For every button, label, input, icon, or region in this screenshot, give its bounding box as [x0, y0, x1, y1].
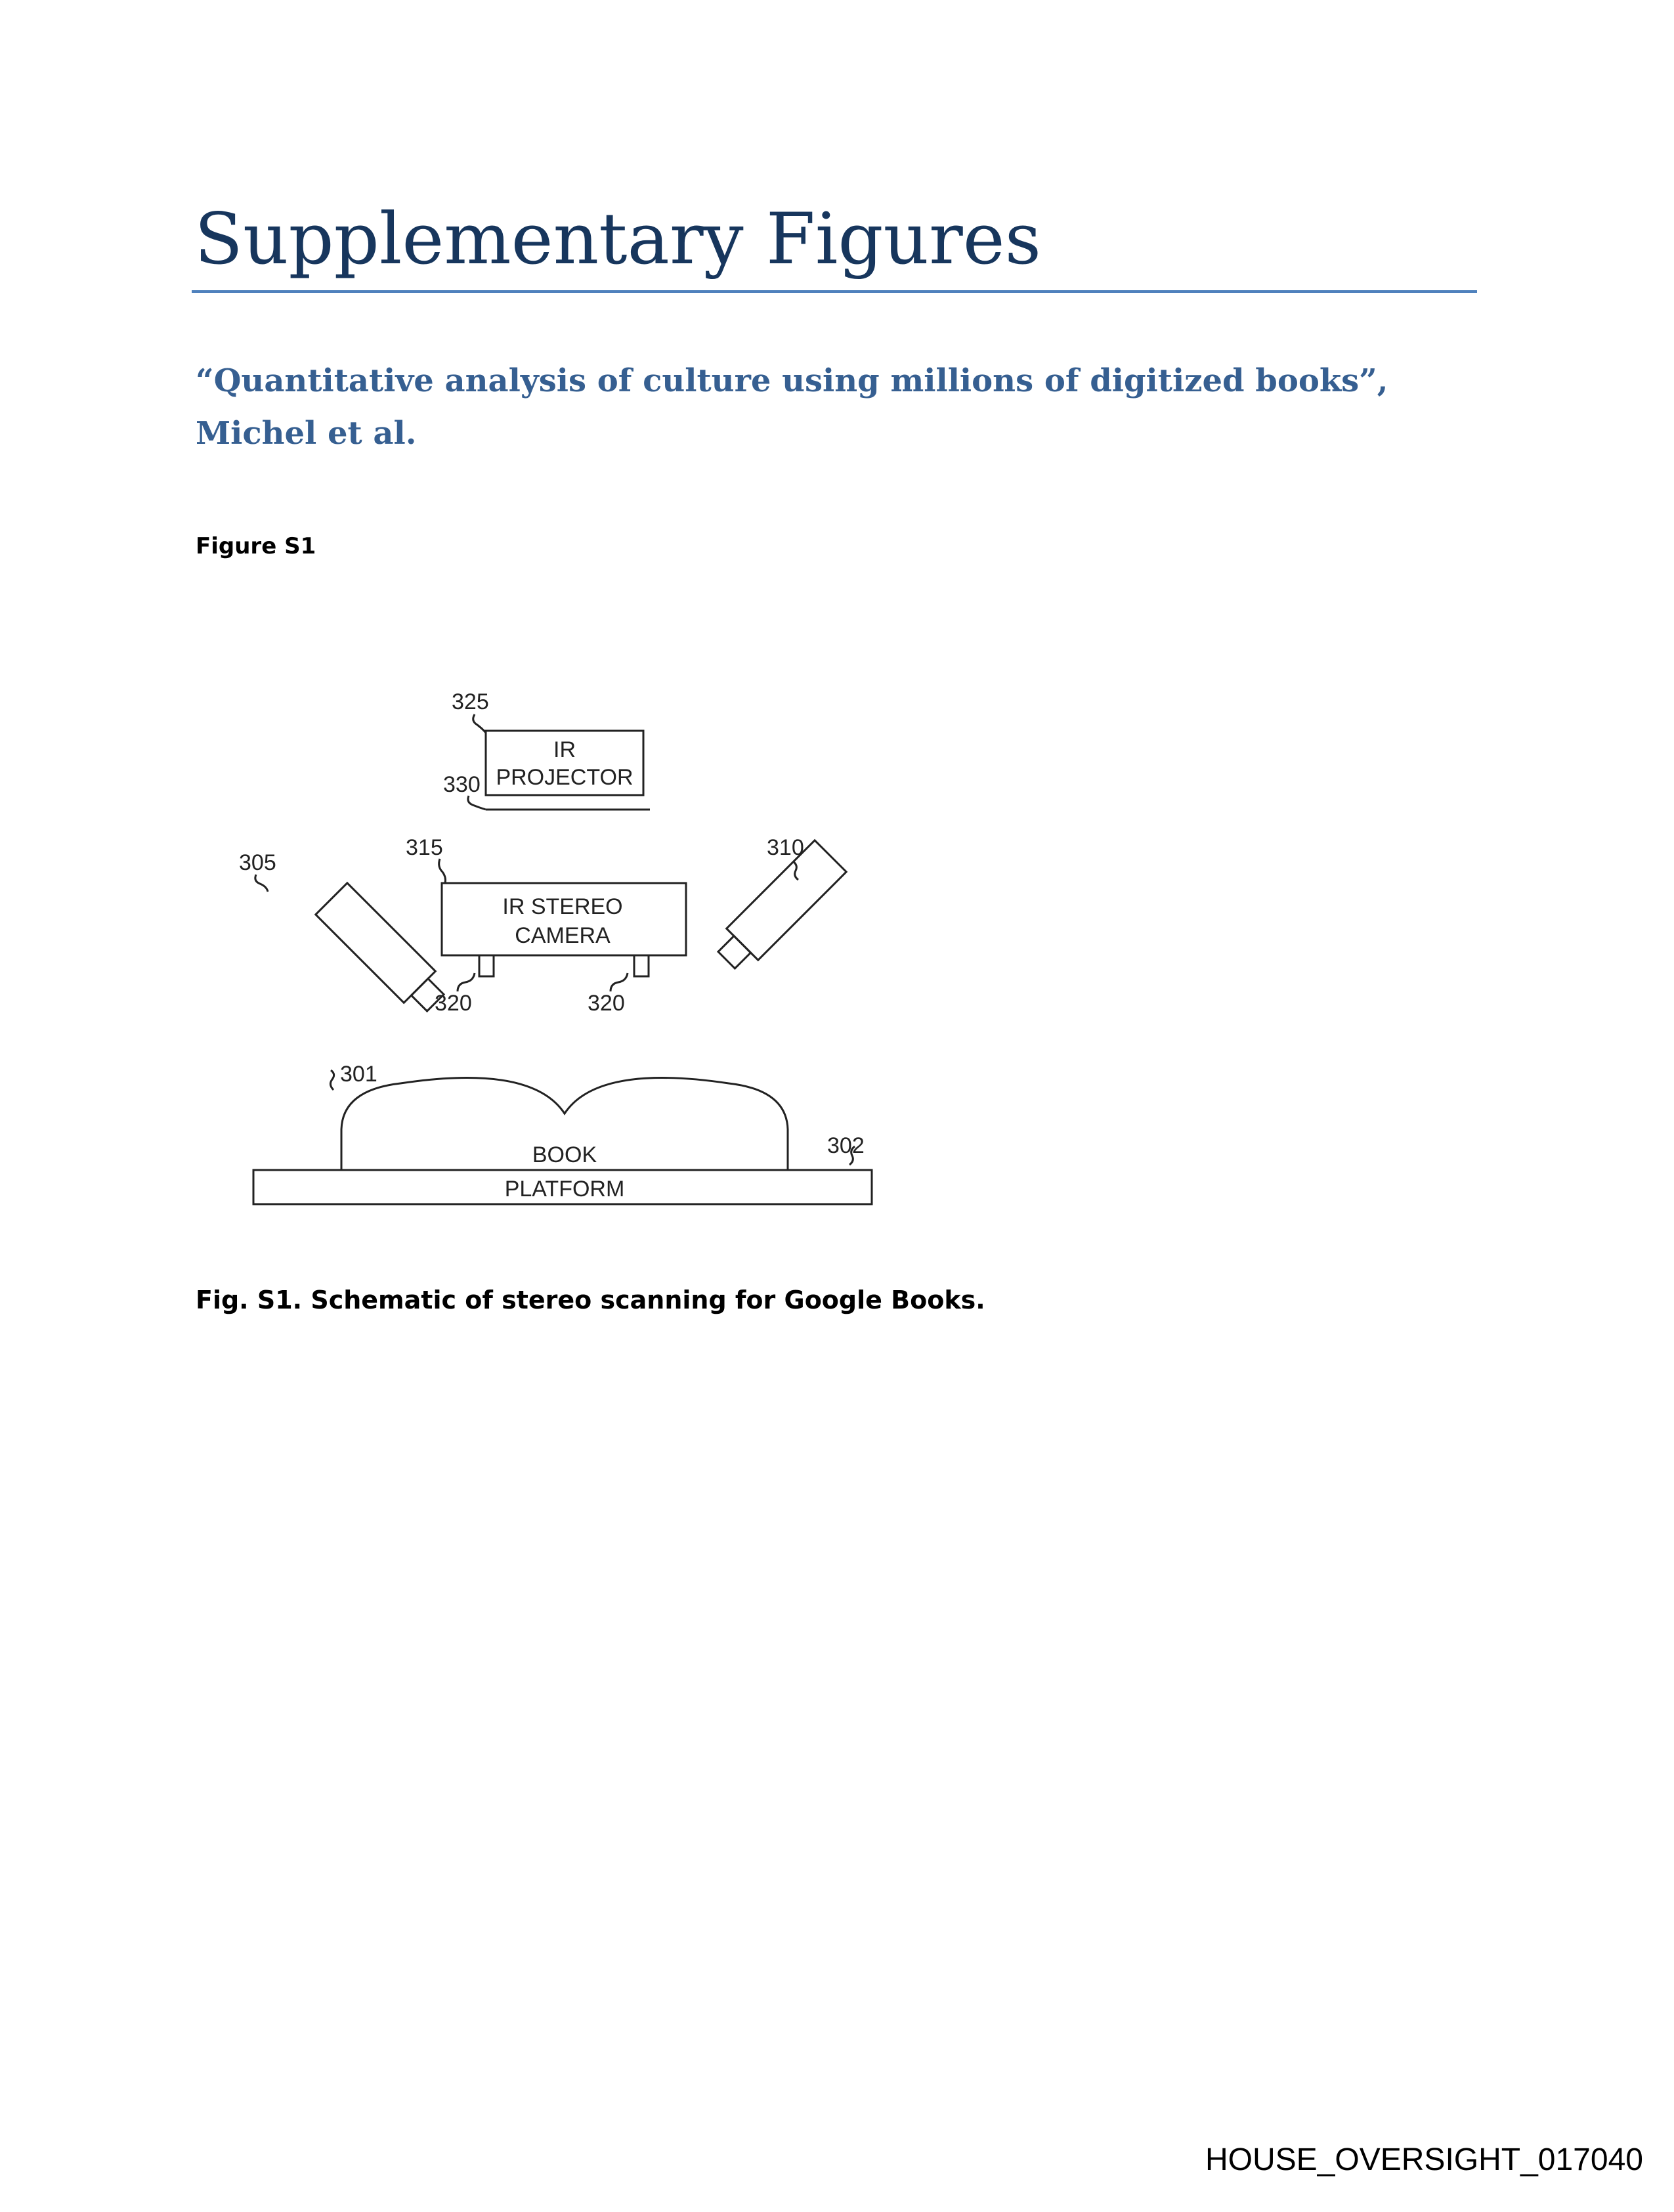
ref-305: 305	[239, 850, 276, 875]
ref-305-leader	[255, 875, 268, 892]
camera-lens-right	[634, 955, 649, 976]
ref-320-left-leader	[458, 973, 475, 991]
ref-325-leader	[473, 714, 486, 733]
ref-310-leader	[793, 861, 798, 880]
figure-caption: Fig. S1. Schematic of stereo scanning for Google Books.	[196, 1286, 985, 1314]
ref-320-right: 320	[588, 991, 625, 1016]
left-camera-305	[316, 883, 451, 1018]
ref-315-leader	[439, 859, 446, 883]
right-camera-310	[711, 840, 846, 976]
schematic-svg	[236, 683, 893, 1234]
ref-325: 325	[452, 689, 489, 714]
ref-330: 330	[443, 772, 481, 797]
stereo-scanning-schematic	[236, 683, 893, 1234]
camera-lens-left	[479, 955, 494, 976]
ref-320-left: 320	[435, 991, 472, 1016]
paper-authors-line: Michel et al.	[196, 415, 417, 452]
platform-label: PLATFORM	[504, 1177, 625, 1202]
figure-label: Figure S1	[196, 533, 316, 559]
ref-302: 302	[827, 1133, 865, 1158]
title-underline	[192, 290, 1477, 293]
ref-330-leader	[468, 796, 486, 810]
document-id-stamp: HOUSE_OVERSIGHT_017040	[1205, 2142, 1643, 2177]
paper-title-line: “Quantitative analysis of culture using millions of digitized books”,	[196, 362, 1388, 399]
ref-310: 310	[767, 835, 804, 860]
ref-320-right-leader	[611, 973, 628, 991]
ref-315: 315	[406, 835, 443, 860]
ir-projector-label-line1: IR	[553, 737, 576, 762]
book-label: BOOK	[532, 1142, 597, 1167]
ir-stereo-camera-label-line2: CAMERA	[515, 923, 611, 948]
page-title: Supplementary Figures	[194, 198, 1042, 280]
ir-stereo-camera-label-line1: IR STEREO	[502, 894, 623, 919]
paper-citation	[196, 355, 1388, 460]
ref-301: 301	[340, 1062, 377, 1087]
ref-301-leader	[330, 1070, 333, 1090]
ir-projector-label-line2: PROJECTOR	[496, 765, 633, 790]
